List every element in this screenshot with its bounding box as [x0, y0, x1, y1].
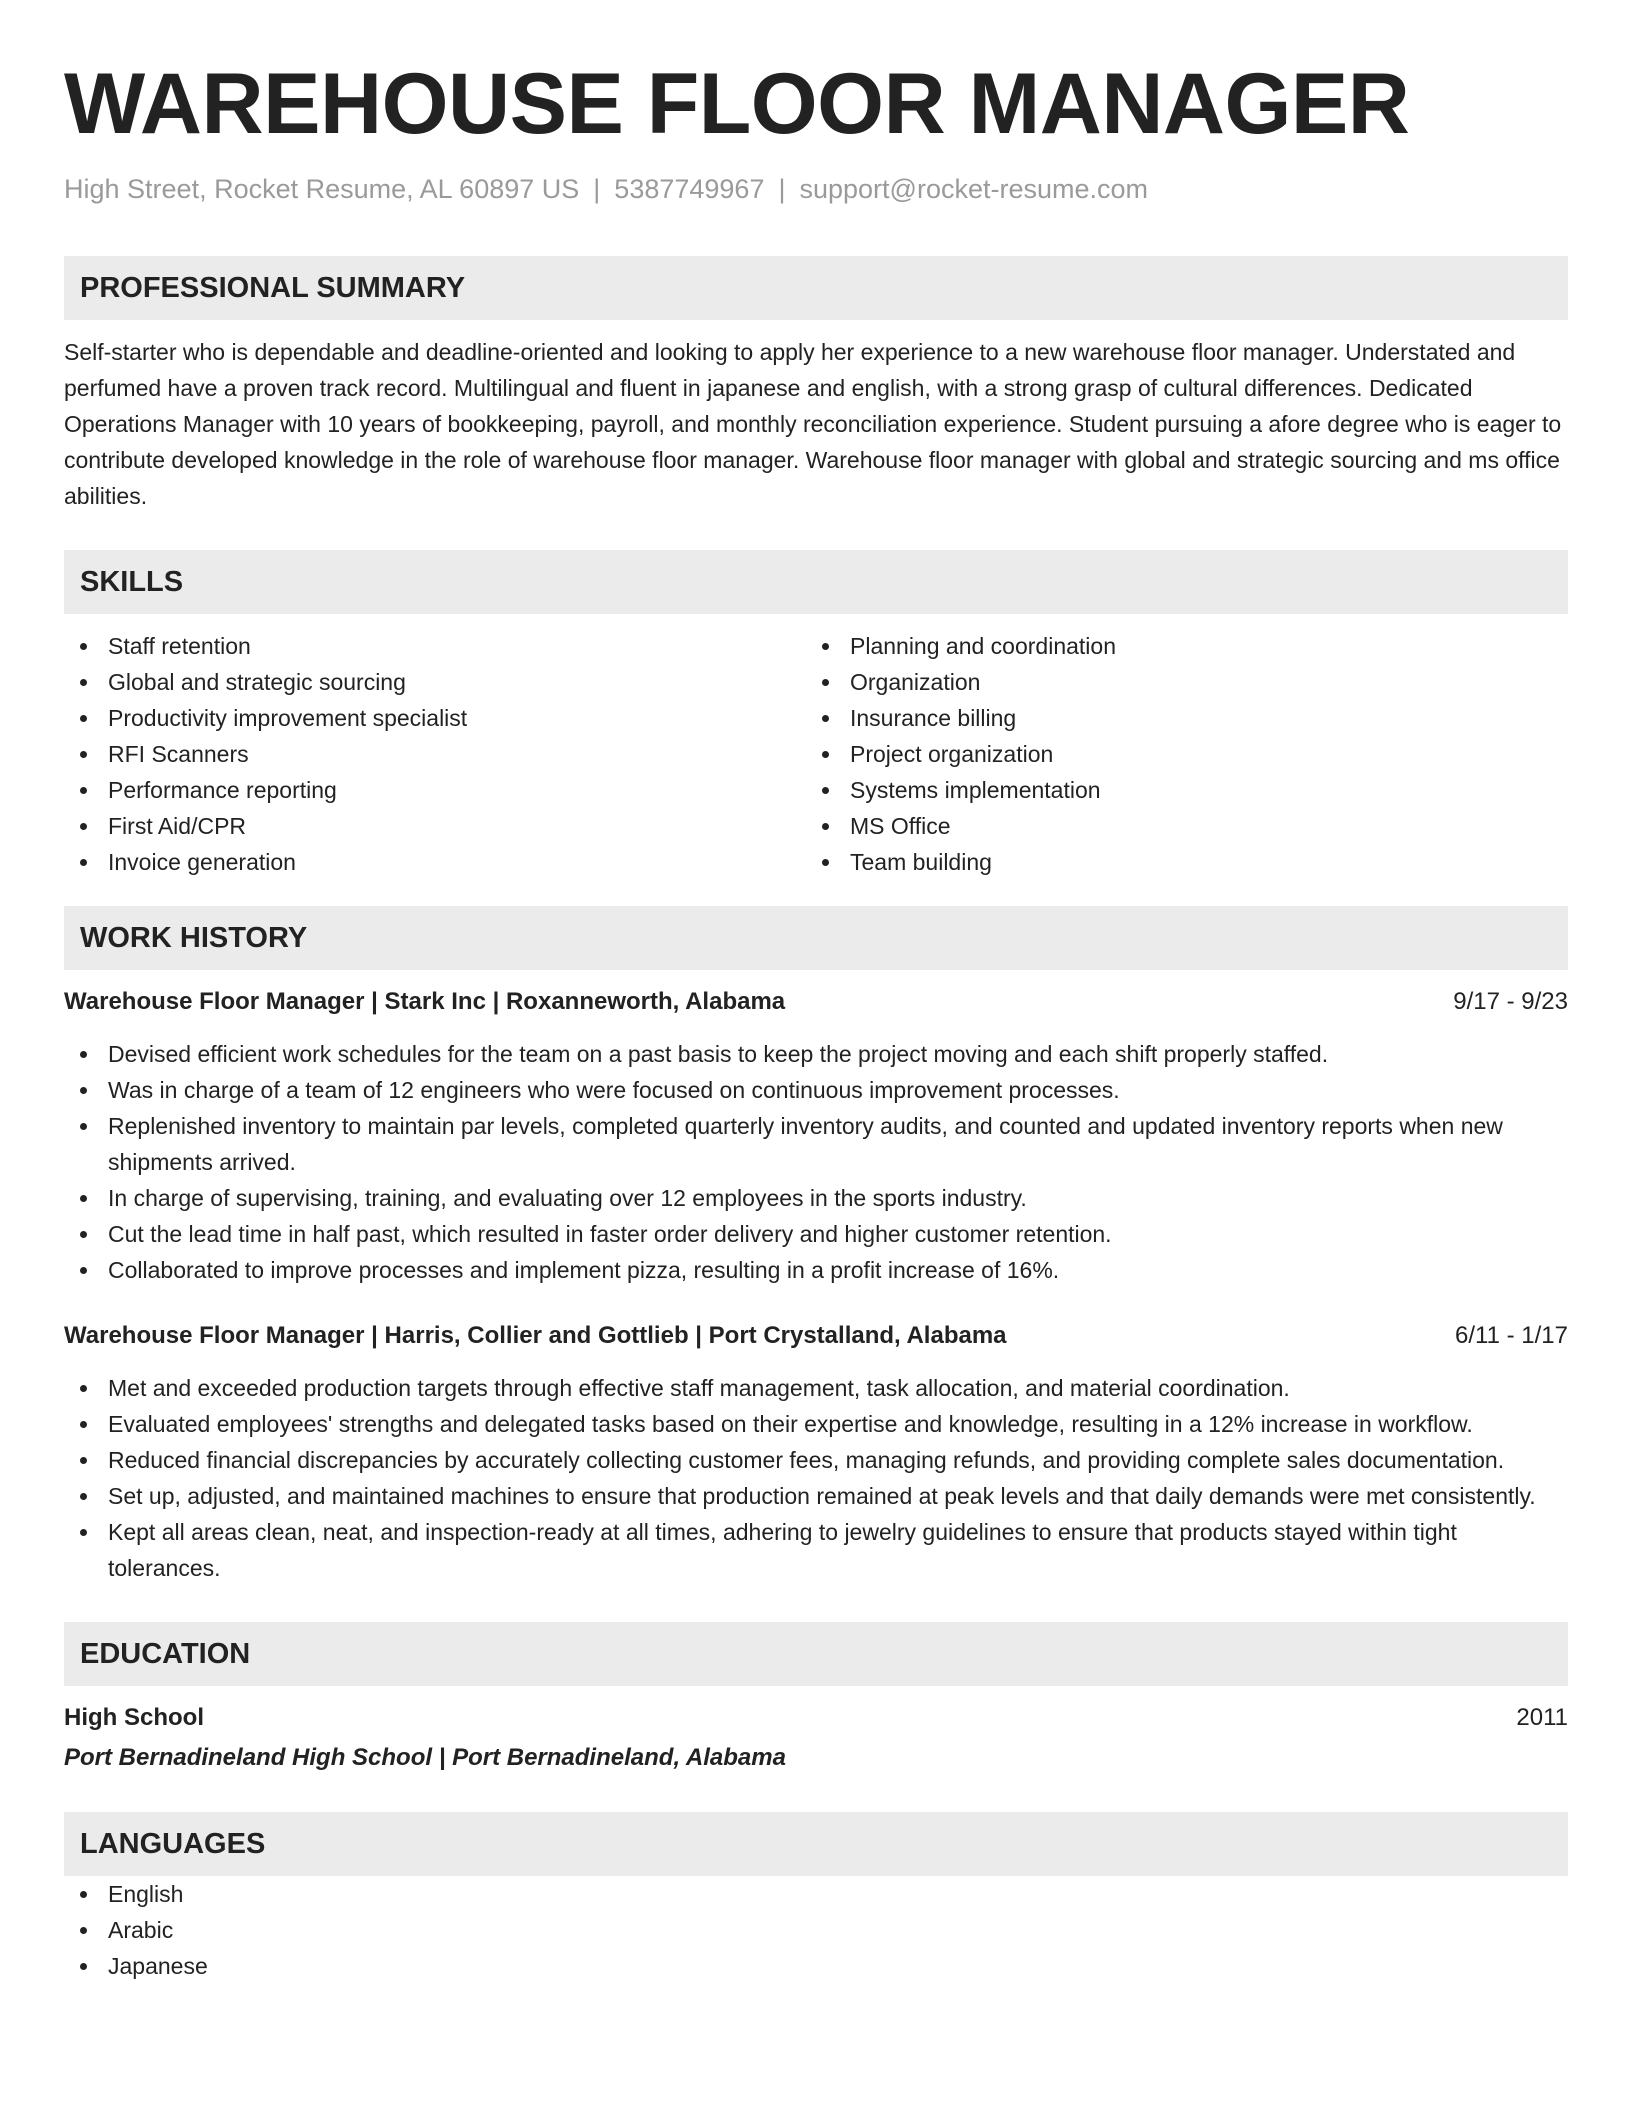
skill-item: Invoice generation — [64, 844, 806, 880]
languages-list — [64, 1876, 1568, 1984]
skill-item: Organization — [806, 664, 1548, 700]
job-bullet: Collaborated to improve processes and implement pizza, resulting in a profit increase of 16%. — [64, 1252, 1568, 1288]
job-bullets — [64, 1370, 1568, 1586]
resume-page — [64, 56, 1568, 1984]
job-bullet: Cut the lead time in half past, which resulted in faster order delivery and higher customer retention. — [64, 1216, 1568, 1252]
education-year: 2011 — [1516, 1704, 1568, 1731]
job-bullet: Evaluated employees' strengths and delegated tasks based on their expertise and knowledge, resulting in a 12% increase in workflow. — [64, 1406, 1568, 1442]
job-bullet: Was in charge of a team of 12 engineers who were focused on continuous improvement processes. — [64, 1072, 1568, 1108]
education-header — [64, 1700, 1568, 1736]
skills-list-right — [806, 628, 1548, 880]
job-bullet: Kept all areas clean, neat, and inspection-ready at all times, adhering to jewelry guidelines to ensure that products stayed within tight tolerances. — [64, 1514, 1568, 1586]
skill-item: Project organization — [806, 736, 1548, 772]
section-heading-summary: PROFESSIONAL SUMMARY — [64, 256, 1568, 320]
skill-item: Global and strategic sourcing — [64, 664, 806, 700]
job-header — [64, 984, 1568, 1020]
contact-separator: | — [593, 174, 601, 204]
language-item: Arabic — [64, 1912, 1568, 1948]
contact-separator: | — [778, 174, 786, 204]
skill-item: Performance reporting — [64, 772, 806, 808]
contact-address: High Street, Rocket Resume, AL 60897 US — [64, 174, 580, 204]
job-bullet: Devised efficient work schedules for the team on a past basis to keep the project moving and each shift properly staffed. — [64, 1036, 1568, 1072]
skill-item: Systems implementation — [806, 772, 1548, 808]
skill-item: Insurance billing — [806, 700, 1548, 736]
section-heading-languages: LANGUAGES — [64, 1812, 1568, 1876]
job-bullet: Set up, adjusted, and maintained machines to ensure that production remained at peak levels and that daily demands were met consistently. — [64, 1478, 1568, 1514]
job-header — [64, 1318, 1568, 1354]
job-dates: 9/17 - 9/23 — [1453, 988, 1568, 1015]
section-heading-work-history: WORK HISTORY — [64, 906, 1568, 970]
skill-item: Planning and coordination — [806, 628, 1548, 664]
education-degree: High School — [64, 1704, 204, 1731]
summary-text: Self-starter who is dependable and deadline-oriented and looking to apply her experience to a new warehouse floor manager. Understated and perfumed have a proven track record. Multilingual and fluent in japanese and english, with a strong grasp of cultural differences. Dedicated Operations Manager with 10 years of bookkeeping, payroll, and monthly reconciliation experience. Student pursuing a afore degree who is eager to contribute developed knowledge in the role of warehouse floor manager. Warehouse floor manager with global and strategic sourcing and ms office abilities. — [64, 339, 1562, 509]
job-bullet: In charge of supervising, training, and evaluating over 12 employees in the sports industry. — [64, 1180, 1568, 1216]
language-item: English — [64, 1876, 1568, 1912]
job-bullet: Met and exceeded production targets through effective staff management, task allocation, and material coordination. — [64, 1370, 1568, 1406]
job-entry — [64, 984, 1568, 1288]
job-title: Warehouse Floor Manager | Stark Inc | Roxanneworth, Alabama — [64, 988, 786, 1015]
job-bullet: Replenished inventory to maintain par levels, completed quarterly inventory audits, and counted and updated inventory reports when new shipments arrived. — [64, 1108, 1568, 1180]
skills-list-left — [64, 628, 806, 880]
skill-item: First Aid/CPR — [64, 808, 806, 844]
skill-item: Staff retention — [64, 628, 806, 664]
resume-name: WAREHOUSE FLOOR MANAGER — [64, 56, 1410, 152]
job-bullets — [64, 1036, 1568, 1288]
skill-item: Productivity improvement specialist — [64, 700, 806, 736]
skill-item: RFI Scanners — [64, 736, 806, 772]
skill-item: Team building — [806, 844, 1548, 880]
language-item: Japanese — [64, 1948, 1568, 1984]
contact-phone: 5387749967 — [614, 174, 765, 204]
skills-grid — [64, 628, 1568, 880]
education-school: Port Bernadineland High School | Port Bernadineland, Alabama — [64, 1744, 786, 1771]
section-heading-skills: SKILLS — [64, 550, 1568, 614]
skill-item: MS Office — [806, 808, 1548, 844]
contact-email: support@rocket-resume.com — [799, 174, 1149, 204]
job-title: Warehouse Floor Manager | Harris, Collier and Gottlieb | Port Crystalland, Alabama — [64, 1322, 1007, 1349]
contact-line — [64, 172, 1568, 206]
job-dates: 6/11 - 1/17 — [1455, 1322, 1568, 1349]
section-heading-education: EDUCATION — [64, 1622, 1568, 1686]
job-bullet: Reduced financial discrepancies by accurately collecting customer fees, managing refunds, and providing complete sales documentation. — [64, 1442, 1568, 1478]
job-entry — [64, 1318, 1568, 1586]
